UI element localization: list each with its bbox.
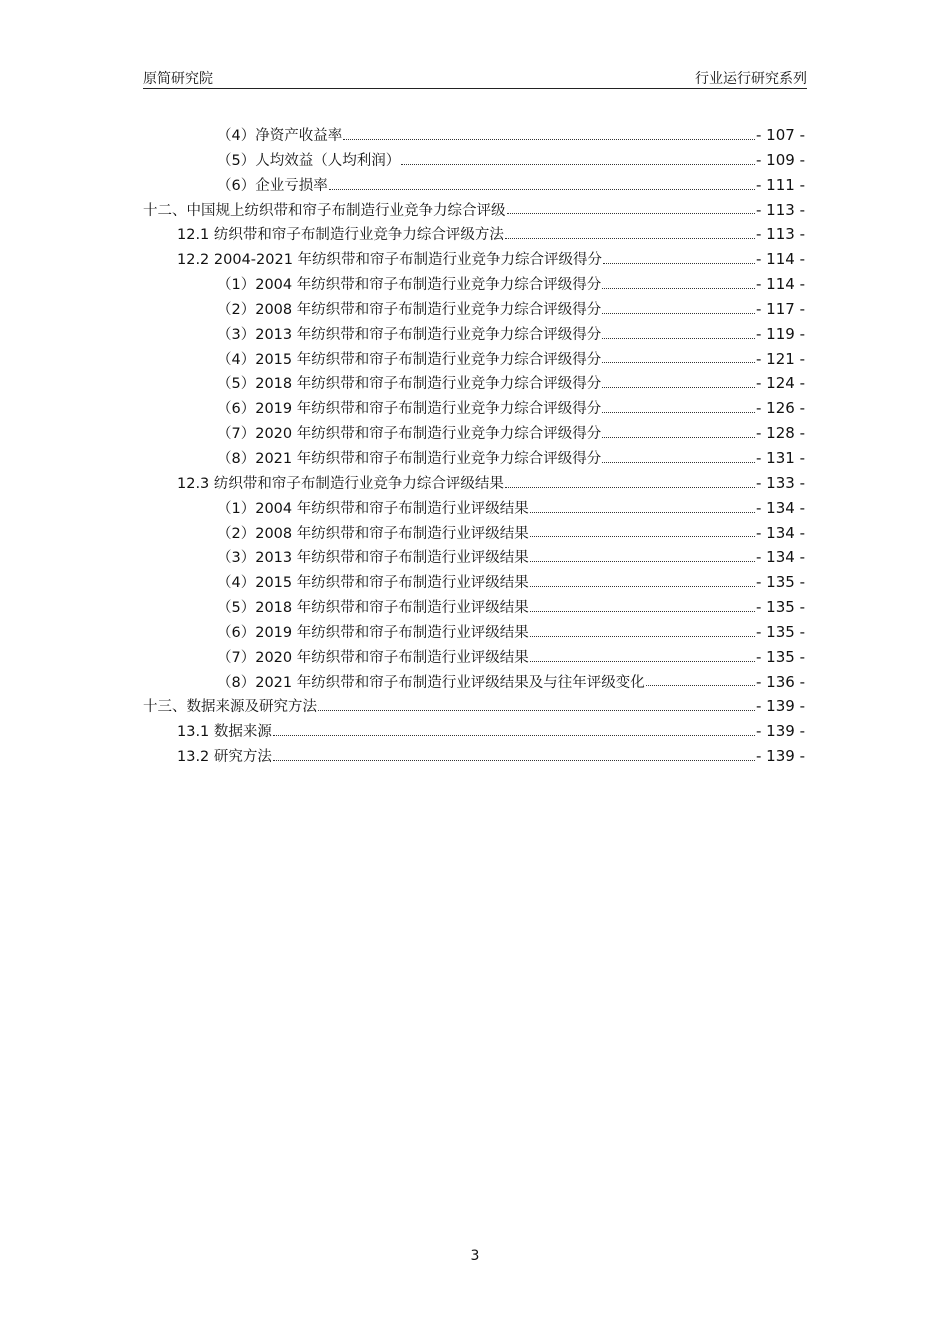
toc-entry-page: - 131 - <box>756 448 805 467</box>
toc-entry[interactable] <box>143 124 805 149</box>
toc-entry-page: - 126 - <box>756 399 805 418</box>
toc-dot-leader <box>401 163 755 165</box>
toc-entry-title: （8）2021 年纺织带和帘子布制造行业竞争力综合评级得分 <box>217 450 602 467</box>
toc-entry-title: （8）2021 年纺织带和帘子布制造行业评级结果及与往年评级变化 <box>217 674 645 691</box>
toc-entry-page: - 134 - <box>756 498 805 517</box>
toc-entry-page: - 134 - <box>756 523 805 542</box>
toc-entry-title: （4）2015 年纺织带和帘子布制造行业评级结果 <box>217 575 529 592</box>
toc-entry-title: （1）2004 年纺织带和帘子布制造行业评级结果 <box>217 500 529 517</box>
toc-dot-leader <box>602 411 755 413</box>
toc-entry-title: 12.2 2004-2021 年纺织带和帘子布制造行业竞争力综合评级得分 <box>177 252 603 269</box>
toc-entry-page: - 139 - <box>756 697 805 716</box>
toc-entry-title: （2）2008 年纺织带和帘子布制造行业评级结果 <box>217 525 529 542</box>
toc-dot-leader <box>530 610 755 612</box>
toc-entry[interactable] <box>143 199 805 224</box>
toc-entry-title: 十三、数据来源及研究方法 <box>143 699 317 716</box>
toc-entry-page: - 135 - <box>756 598 805 617</box>
toc-entry[interactable] <box>143 571 805 596</box>
toc-entry-title: （6）企业亏损率 <box>217 177 328 194</box>
toc-dot-leader <box>602 287 755 289</box>
toc-dot-leader <box>273 759 755 761</box>
toc-entry[interactable] <box>143 323 805 348</box>
toc-dot-leader <box>602 361 755 363</box>
toc-dot-leader <box>343 138 755 140</box>
toc-entry-title: 十二、中国规上纺织带和帘子布制造行业竞争力综合评级 <box>143 202 506 219</box>
header-series-title: 行业运行研究系列 <box>695 71 807 87</box>
toc-entry-page: - 107 - <box>756 126 805 144</box>
toc-entry-title: （3）2013 年纺织带和帘子布制造行业评级结果 <box>217 550 529 567</box>
toc-entry[interactable] <box>143 472 805 497</box>
toc-entry[interactable] <box>143 422 805 447</box>
toc-entry-page: - 133 - <box>756 473 805 492</box>
toc-entry-title: （4）净资产收益率 <box>217 128 343 144</box>
table-of-contents <box>143 124 805 770</box>
toc-entry[interactable] <box>143 695 805 720</box>
toc-entry-page: - 128 - <box>756 424 805 443</box>
toc-entry[interactable] <box>143 273 805 298</box>
toc-dot-leader <box>507 212 756 214</box>
toc-entry[interactable] <box>143 596 805 621</box>
toc-dot-leader <box>646 684 755 686</box>
toc-dot-leader <box>602 312 755 314</box>
toc-dot-leader <box>530 511 755 513</box>
toc-entry[interactable] <box>143 248 805 273</box>
toc-entry-title: （6）2019 年纺织带和帘子布制造行业评级结果 <box>217 624 529 641</box>
toc-entry-page: - 135 - <box>756 622 805 641</box>
toc-entry-page: - 139 - <box>756 722 805 741</box>
toc-entry-title: 12.3 纺织带和帘子布制造行业竞争力综合评级结果 <box>177 475 504 492</box>
toc-entry-page: - 119 - <box>756 324 805 343</box>
toc-dot-leader <box>329 188 755 190</box>
toc-dot-leader <box>318 709 755 711</box>
toc-entry[interactable] <box>143 546 805 571</box>
toc-entry[interactable] <box>143 522 805 547</box>
toc-dot-leader <box>273 734 755 736</box>
toc-entry[interactable] <box>143 621 805 646</box>
toc-dot-leader <box>602 461 755 463</box>
toc-entry-title: （5）2018 年纺织带和帘子布制造行业评级结果 <box>217 600 529 617</box>
toc-entry-page: - 134 - <box>756 548 805 567</box>
toc-entry[interactable] <box>143 497 805 522</box>
toc-entry[interactable] <box>143 348 805 373</box>
toc-entry-title: （4）2015 年纺织带和帘子布制造行业竞争力综合评级得分 <box>217 351 602 368</box>
toc-entry-page: - 111 - <box>756 175 805 194</box>
toc-entry-title: （2）2008 年纺织带和帘子布制造行业竞争力综合评级得分 <box>217 301 602 318</box>
toc-entry-title: 13.1 数据来源 <box>177 724 272 741</box>
toc-entry-page: - 135 - <box>756 573 805 592</box>
toc-entry[interactable] <box>143 720 805 745</box>
toc-entry-title: （1）2004 年纺织带和帘子布制造行业竞争力综合评级得分 <box>217 277 602 294</box>
toc-entry-page: - 121 - <box>756 349 805 368</box>
toc-dot-leader <box>602 436 755 438</box>
toc-entry-page: - 135 - <box>756 647 805 666</box>
toc-entry[interactable] <box>143 671 805 696</box>
toc-dot-leader <box>530 635 755 637</box>
toc-entry-page: - 114 - <box>756 275 805 294</box>
toc-entry-page: - 109 - <box>756 150 805 169</box>
toc-entry-page: - 113 - <box>756 225 805 244</box>
toc-dot-leader <box>602 386 755 388</box>
toc-dot-leader <box>530 585 755 587</box>
toc-entry-page: - 114 - <box>756 250 805 269</box>
toc-dot-leader <box>530 560 755 562</box>
toc-entry-title: （5）人均效益（人均利润） <box>217 152 401 169</box>
toc-entry-page: - 124 - <box>756 374 805 393</box>
toc-entry-title: 13.2 研究方法 <box>177 749 272 766</box>
toc-entry-title: （7）2020 年纺织带和帘子布制造行业评级结果 <box>217 649 529 666</box>
toc-dot-leader <box>505 237 755 239</box>
toc-entry-page: - 117 - <box>756 299 805 318</box>
toc-entry[interactable] <box>143 397 805 422</box>
toc-entry-title: （6）2019 年纺织带和帘子布制造行业竞争力综合评级得分 <box>217 401 602 418</box>
page-number: 3 <box>470 1248 480 1264</box>
toc-entry[interactable] <box>143 149 805 174</box>
toc-entry[interactable] <box>143 298 805 323</box>
toc-entry[interactable] <box>143 223 805 248</box>
toc-entry[interactable] <box>143 372 805 397</box>
toc-dot-leader <box>530 660 755 662</box>
page-header <box>143 66 807 89</box>
toc-entry-page: - 113 - <box>756 200 805 219</box>
toc-dot-leader <box>505 486 755 488</box>
toc-entry[interactable] <box>143 447 805 472</box>
toc-entry-title: （3）2013 年纺织带和帘子布制造行业竞争力综合评级得分 <box>217 326 602 343</box>
header-publisher: 原简研究院 <box>143 71 213 87</box>
toc-entry[interactable] <box>143 174 805 199</box>
toc-entry-title: （5）2018 年纺织带和帘子布制造行业竞争力综合评级得分 <box>217 376 602 393</box>
toc-entry-title: 12.1 纺织带和帘子布制造行业竞争力综合评级方法 <box>177 227 504 244</box>
toc-dot-leader <box>530 535 755 537</box>
toc-entry[interactable] <box>143 646 805 671</box>
toc-entry-title: （7）2020 年纺织带和帘子布制造行业竞争力综合评级得分 <box>217 426 602 443</box>
toc-entry-page: - 136 - <box>756 672 805 691</box>
toc-dot-leader <box>603 262 755 264</box>
toc-entry[interactable] <box>143 745 805 770</box>
toc-dot-leader <box>602 337 755 339</box>
toc-entry-page: - 139 - <box>756 747 805 766</box>
